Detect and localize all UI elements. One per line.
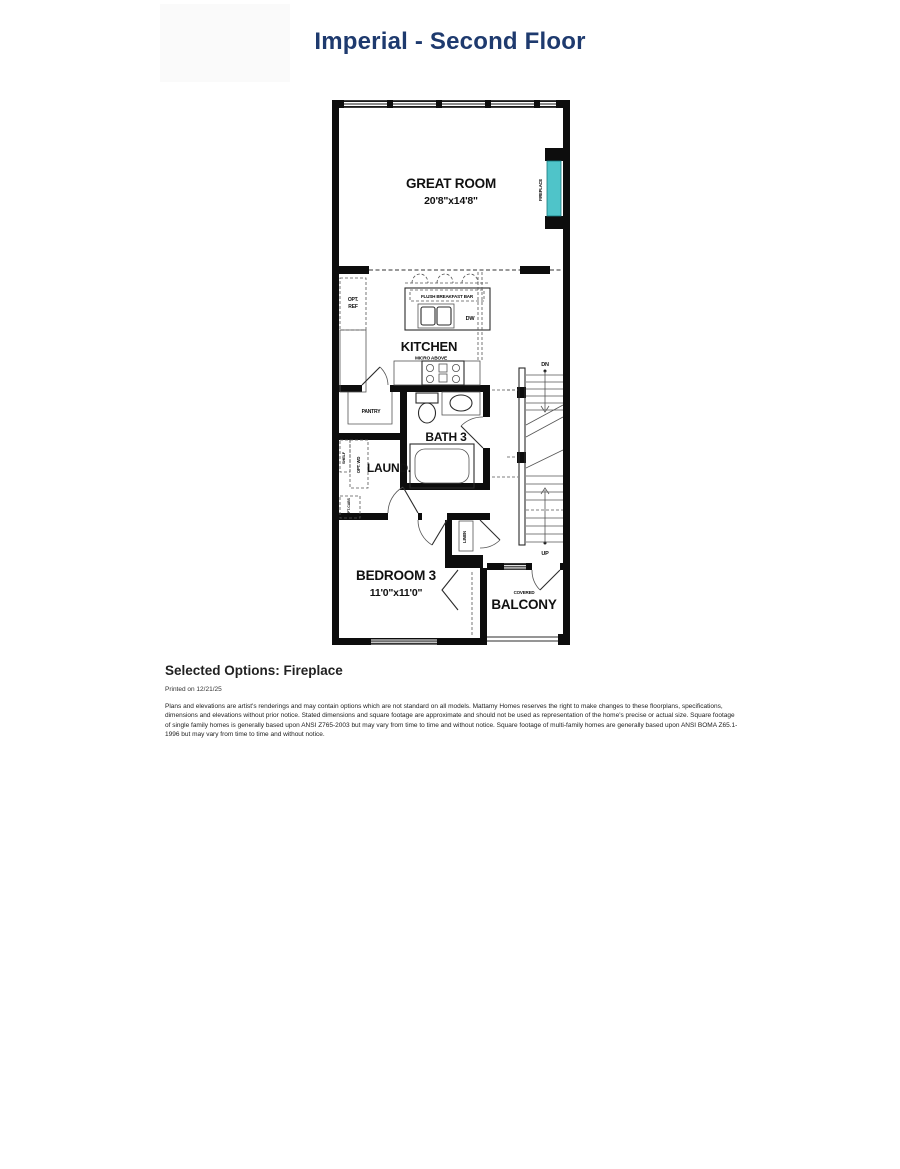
floor-plan [332,100,570,650]
kitchen [340,272,490,392]
disclaimer-text: Plans and elevations are artist's renderings and may contain options which are not standard on all models. Mattamy Homes reserves the right to make changes to these floorplans, specifications, dimensions and elevations without prior notice. Stated dimensions and square footage are approximate and should not be used as representation of the home's precise or actual size. Square footage of single family homes is generally based upon ANSI Z765-2003 but may vary from time to time and without notice. Square footage of multi-family homes are generally based upon ANSI BOMA Z65.1-1996 but may vary from time to time and without notice. [165,703,738,739]
shelf-label: SHELF [341,451,346,465]
balcony-window [504,564,526,569]
kitchen-island [405,274,490,330]
selected-options: Selected Options: Fireplace [165,663,343,678]
linen-closet [459,520,500,551]
fireplace [538,161,561,216]
laundry-label: LAUND. [366,461,412,475]
stairs-up-label: UP [541,551,549,557]
great-room-dims: 20'8"x14'8" [424,195,478,207]
bedroom3 [356,520,472,636]
micro-above-label: MICRO ABOVE [414,356,448,362]
pantry [348,392,392,424]
opt-ref-label-2: REF [348,304,358,310]
great-room-windows [344,101,556,107]
bath3-label: BATH 3 [425,430,467,444]
balcony-label: BALCONY [491,597,557,612]
bath3 [410,392,483,488]
opt-wd-label: OPT. WD [356,456,361,474]
footer [165,663,740,740]
printed-date: Printed on 12/21/25 [165,686,222,693]
bedroom3-label: BEDROOM 3 [356,568,436,583]
great-room [369,176,563,270]
fireplace-label: FIREPLACE [538,179,543,201]
floor-plan-drawing [332,100,570,650]
page-title: Imperial - Second Floor [314,28,586,55]
balcony-covered-label: COVERED [513,590,535,595]
bedroom-window [371,639,437,644]
kitchen-label: KITCHEN [400,339,458,354]
opt-ref-label-1: OPT. [347,297,359,303]
linen-label: LINEN [462,531,467,543]
stairs [507,362,563,557]
breakfast-bar-label: FLUSH BREAKFAST BAR [420,294,474,299]
opt-cabs-label: OPT. CABS [347,498,351,516]
great-room-label: GREAT ROOM [406,176,496,191]
dishwasher-label: DW [465,316,475,322]
bedroom3-dims: 11'0"x11'0" [369,587,423,599]
balcony [487,570,560,641]
range-counter [394,361,480,385]
stairs-dn-label: DN [541,362,549,368]
pantry-label: PANTRY [361,409,381,415]
hall-ceiling-lines [492,390,518,477]
